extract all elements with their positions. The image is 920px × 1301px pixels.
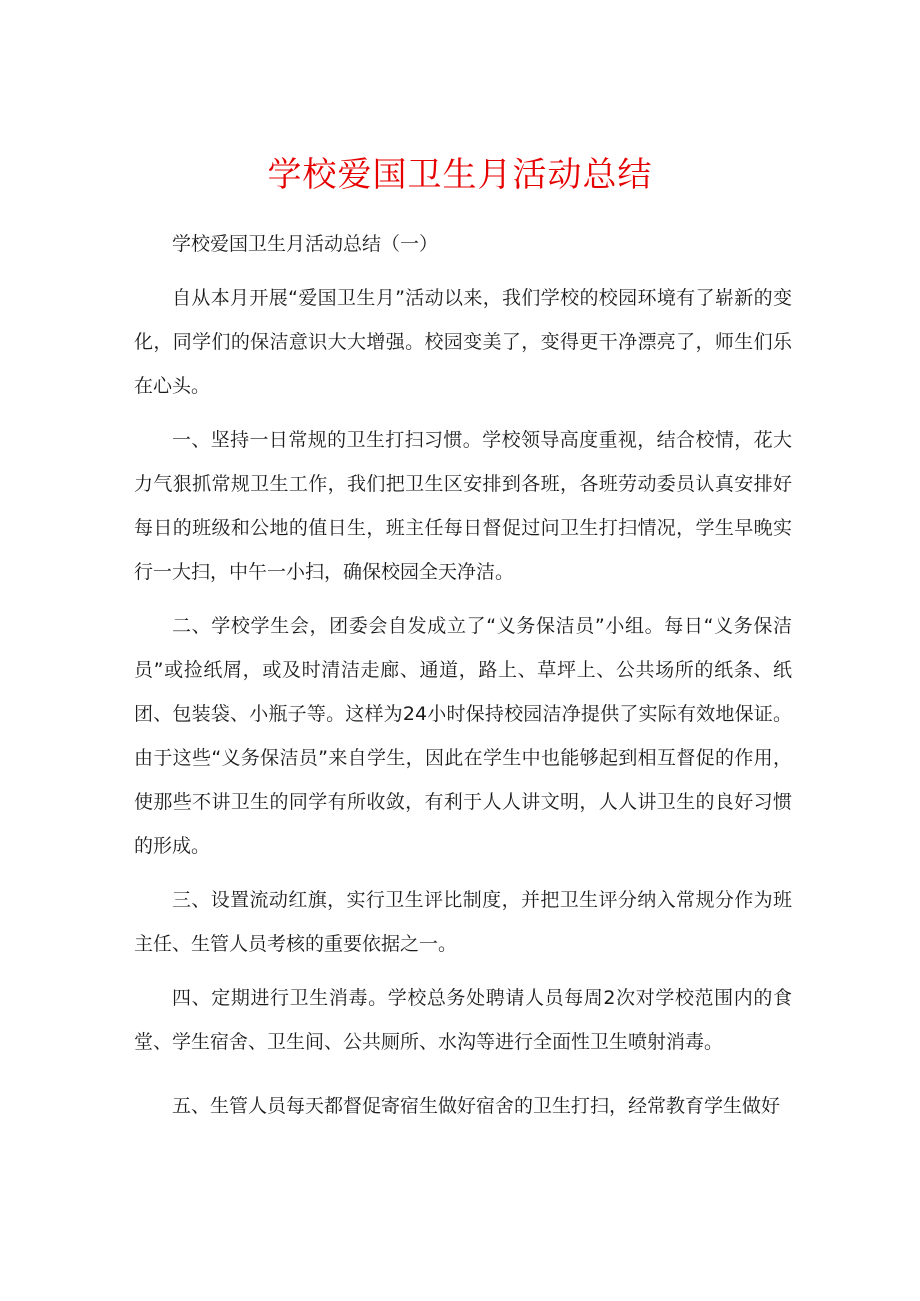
point-one-paragraph: 一、坚持一日常规的卫生打扫习惯。学校领导高度重视，结合校情，花大力气狠抓常规卫生工作，我们把卫生区安排到各班，各班劳动委员认真安排好每日的班级和公地的值日生，班主任每日督促过问卫生打扫情况，学生早晚实行一大扫，中午一小扫，确保校园全天净洁。 [134,429,792,583]
intro-paragraph: 自从本月开展“爱国卫生月”活动以来，我们学校的校园环境有了崭新的变化，同学们的保洁意识大大增强。校园变美了，变得更干净漂亮了，师生们乐在心头。 [134,287,792,397]
point-four-paragraph: 四、定期进行卫生消毒。学校总务处聘请人员每周2次对学校范围内的食堂、学生宿舍、卫生间、公共厕所、水沟等进行全面性卫生喷射消毒。 [134,987,792,1053]
document-title: 学校爱国卫生月活动总结 [267,154,653,195]
point-five-paragraph: 五、生管人员每天都督促寄宿生做好宿舍的卫生打扫，经常教育学生做好 [172,1095,781,1117]
point-two-paragraph: 二、学校学生会，团委会自发成立了“义务保洁员”小组。每日“义务保洁员”或捡纸屑，或及时清洁走廊、通道，路上、草坪上、公共场所的纸条、纸团、包装袋、小瓶子等。这样为24小时保持校园洁净提供了实际有效地保证。由于这些“义务保洁员”来自学生，因此在学生中也能够起到相互督促的作用，使那些不讲卫生的同学有所收敛，有利于人人讲文明，人人讲卫生的良好习惯的形成。 [134,615,792,857]
section-heading: 学校爱国卫生月活动总结（一） [172,233,439,255]
document-body [134,222,792,1128]
point-three-paragraph: 三、设置流动红旗，实行卫生评比制度，并把卫生评分纳入常规分作为班主任、生管人员考核的重要依据之一。 [134,889,792,955]
